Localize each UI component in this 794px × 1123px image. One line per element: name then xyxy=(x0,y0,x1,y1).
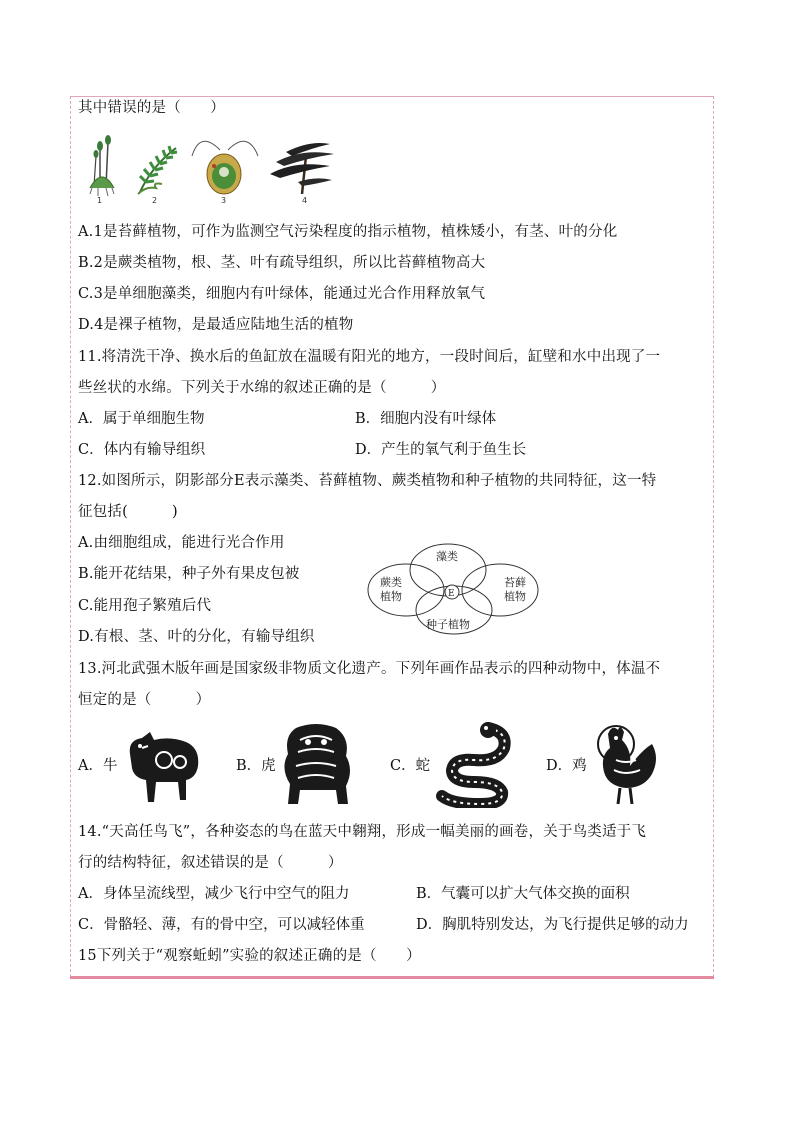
q12-line-2: 征包括( ) xyxy=(78,504,178,520)
fig-label-1: 1 xyxy=(97,196,103,204)
q14-line-1: 14.“天高任鸟飞”，各种姿态的鸟在蓝天中翱翔，形成一幅美丽的画卷，关于鸟类适于飞 xyxy=(78,824,647,840)
fig-label-4: 4 xyxy=(302,196,308,204)
q12-option-c: C.能用孢子繁殖后代 xyxy=(78,598,212,614)
q11-line-1: 11.将清洗干净、换水后的鱼缸放在温暖有阳光的地方，一段时间后，缸壁和水中出现了一 xyxy=(78,349,661,365)
plants-figure xyxy=(80,126,340,204)
venn-label-fern-2: 植物 xyxy=(380,590,402,603)
fig-label-2: 2 xyxy=(152,196,158,204)
q12-line-1: 12.如图所示，阴影部分E表示藻类、苔藓植物、蕨类植物和种子植物的共同特征，这一特 xyxy=(78,473,657,489)
venn-label-moss-1: 苔藓 xyxy=(504,576,526,589)
q10-option-d: D.4是裸子植物，是最适应陆地生活的植物 xyxy=(78,317,354,333)
q14-line-2: 行的结构特征，叙述错误的是（ ） xyxy=(78,855,343,871)
q13-option-d: D．鸡 xyxy=(546,758,587,774)
venn-label-moss-2: 植物 xyxy=(504,590,526,603)
tiger-woodcut-icon xyxy=(276,720,356,808)
q13-option-a: A．牛 xyxy=(78,758,118,774)
bottom-rule xyxy=(70,976,714,979)
q13-option-b: B．虎 xyxy=(236,758,276,774)
fig-label-3: 3 xyxy=(221,196,227,204)
q12-option-a: A.由细胞组成，能进行光合作用 xyxy=(78,535,285,551)
pine-tree-icon xyxy=(270,143,334,194)
q12-option-b: B.能开花结果，种子外有果皮包被 xyxy=(78,566,300,582)
q11-line-2: 些丝状的水绵。下列关于水绵的叙述正确的是（ ） xyxy=(78,380,446,396)
moss-icon xyxy=(90,135,114,196)
q14-option-b: B．气囊可以扩大气体交换的面积 xyxy=(416,886,630,902)
q10-option-b: B.2是蕨类植物，根、茎、叶有疏导组织，所以比苔藓植物高大 xyxy=(78,255,486,271)
q12-option-d: D.有根、茎、叶的分化，有输导组织 xyxy=(78,629,315,645)
snake-woodcut-icon xyxy=(432,720,516,808)
venn-label-fern-1: 蕨类 xyxy=(380,576,402,589)
q10-stem-end: 其中错误的是（ ） xyxy=(78,100,225,116)
q14-option-c: C．骨骼轻、薄，有的骨中空，可以减轻体重 xyxy=(78,917,365,933)
q14-option-a: A．身体呈流线型，减少飞行中空气的阻力 xyxy=(78,886,350,902)
q13-line-2: 恒定的是（ ） xyxy=(78,692,211,708)
q13-option-c: C．蛇 xyxy=(390,758,431,774)
q10-option-c: C.3是单细胞藻类，细胞内有叶绿体，能通过光合作用释放氧气 xyxy=(78,286,486,302)
q10-option-a: A.1是苔藓植物，可作为监测空气污染程度的指示植物，植株矮小，有茎、叶的分化 xyxy=(78,224,618,240)
venn-label-seed: 种子植物 xyxy=(426,618,470,631)
q14-option-d: D．胸肌特别发达，为飞行提供足够的动力 xyxy=(416,917,689,933)
q11-option-a: A．属于单细胞生物 xyxy=(78,411,205,427)
q11-option-c: C．体内有输导组织 xyxy=(78,442,206,458)
q13-line-1: 13.河北武强木版年画是国家级非物质文化遗产。下列年画作品表示的四种动物中，体温不 xyxy=(78,661,661,677)
venn-diagram xyxy=(366,540,546,636)
venn-label-algae: 藻类 xyxy=(436,550,458,563)
q11-option-b: B．细胞内没有叶绿体 xyxy=(355,411,497,427)
alga-cell-icon xyxy=(192,141,258,194)
venn-label-e: E xyxy=(448,589,455,599)
rooster-woodcut-icon xyxy=(586,720,666,808)
q15-line-1: 15下列关于“观察蚯蚓”实验的叙述正确的是（ ） xyxy=(78,948,421,964)
fern-icon xyxy=(138,146,177,194)
q11-option-d: D．产生的氧气利于鱼生长 xyxy=(355,442,527,458)
ox-woodcut-icon xyxy=(120,722,208,808)
